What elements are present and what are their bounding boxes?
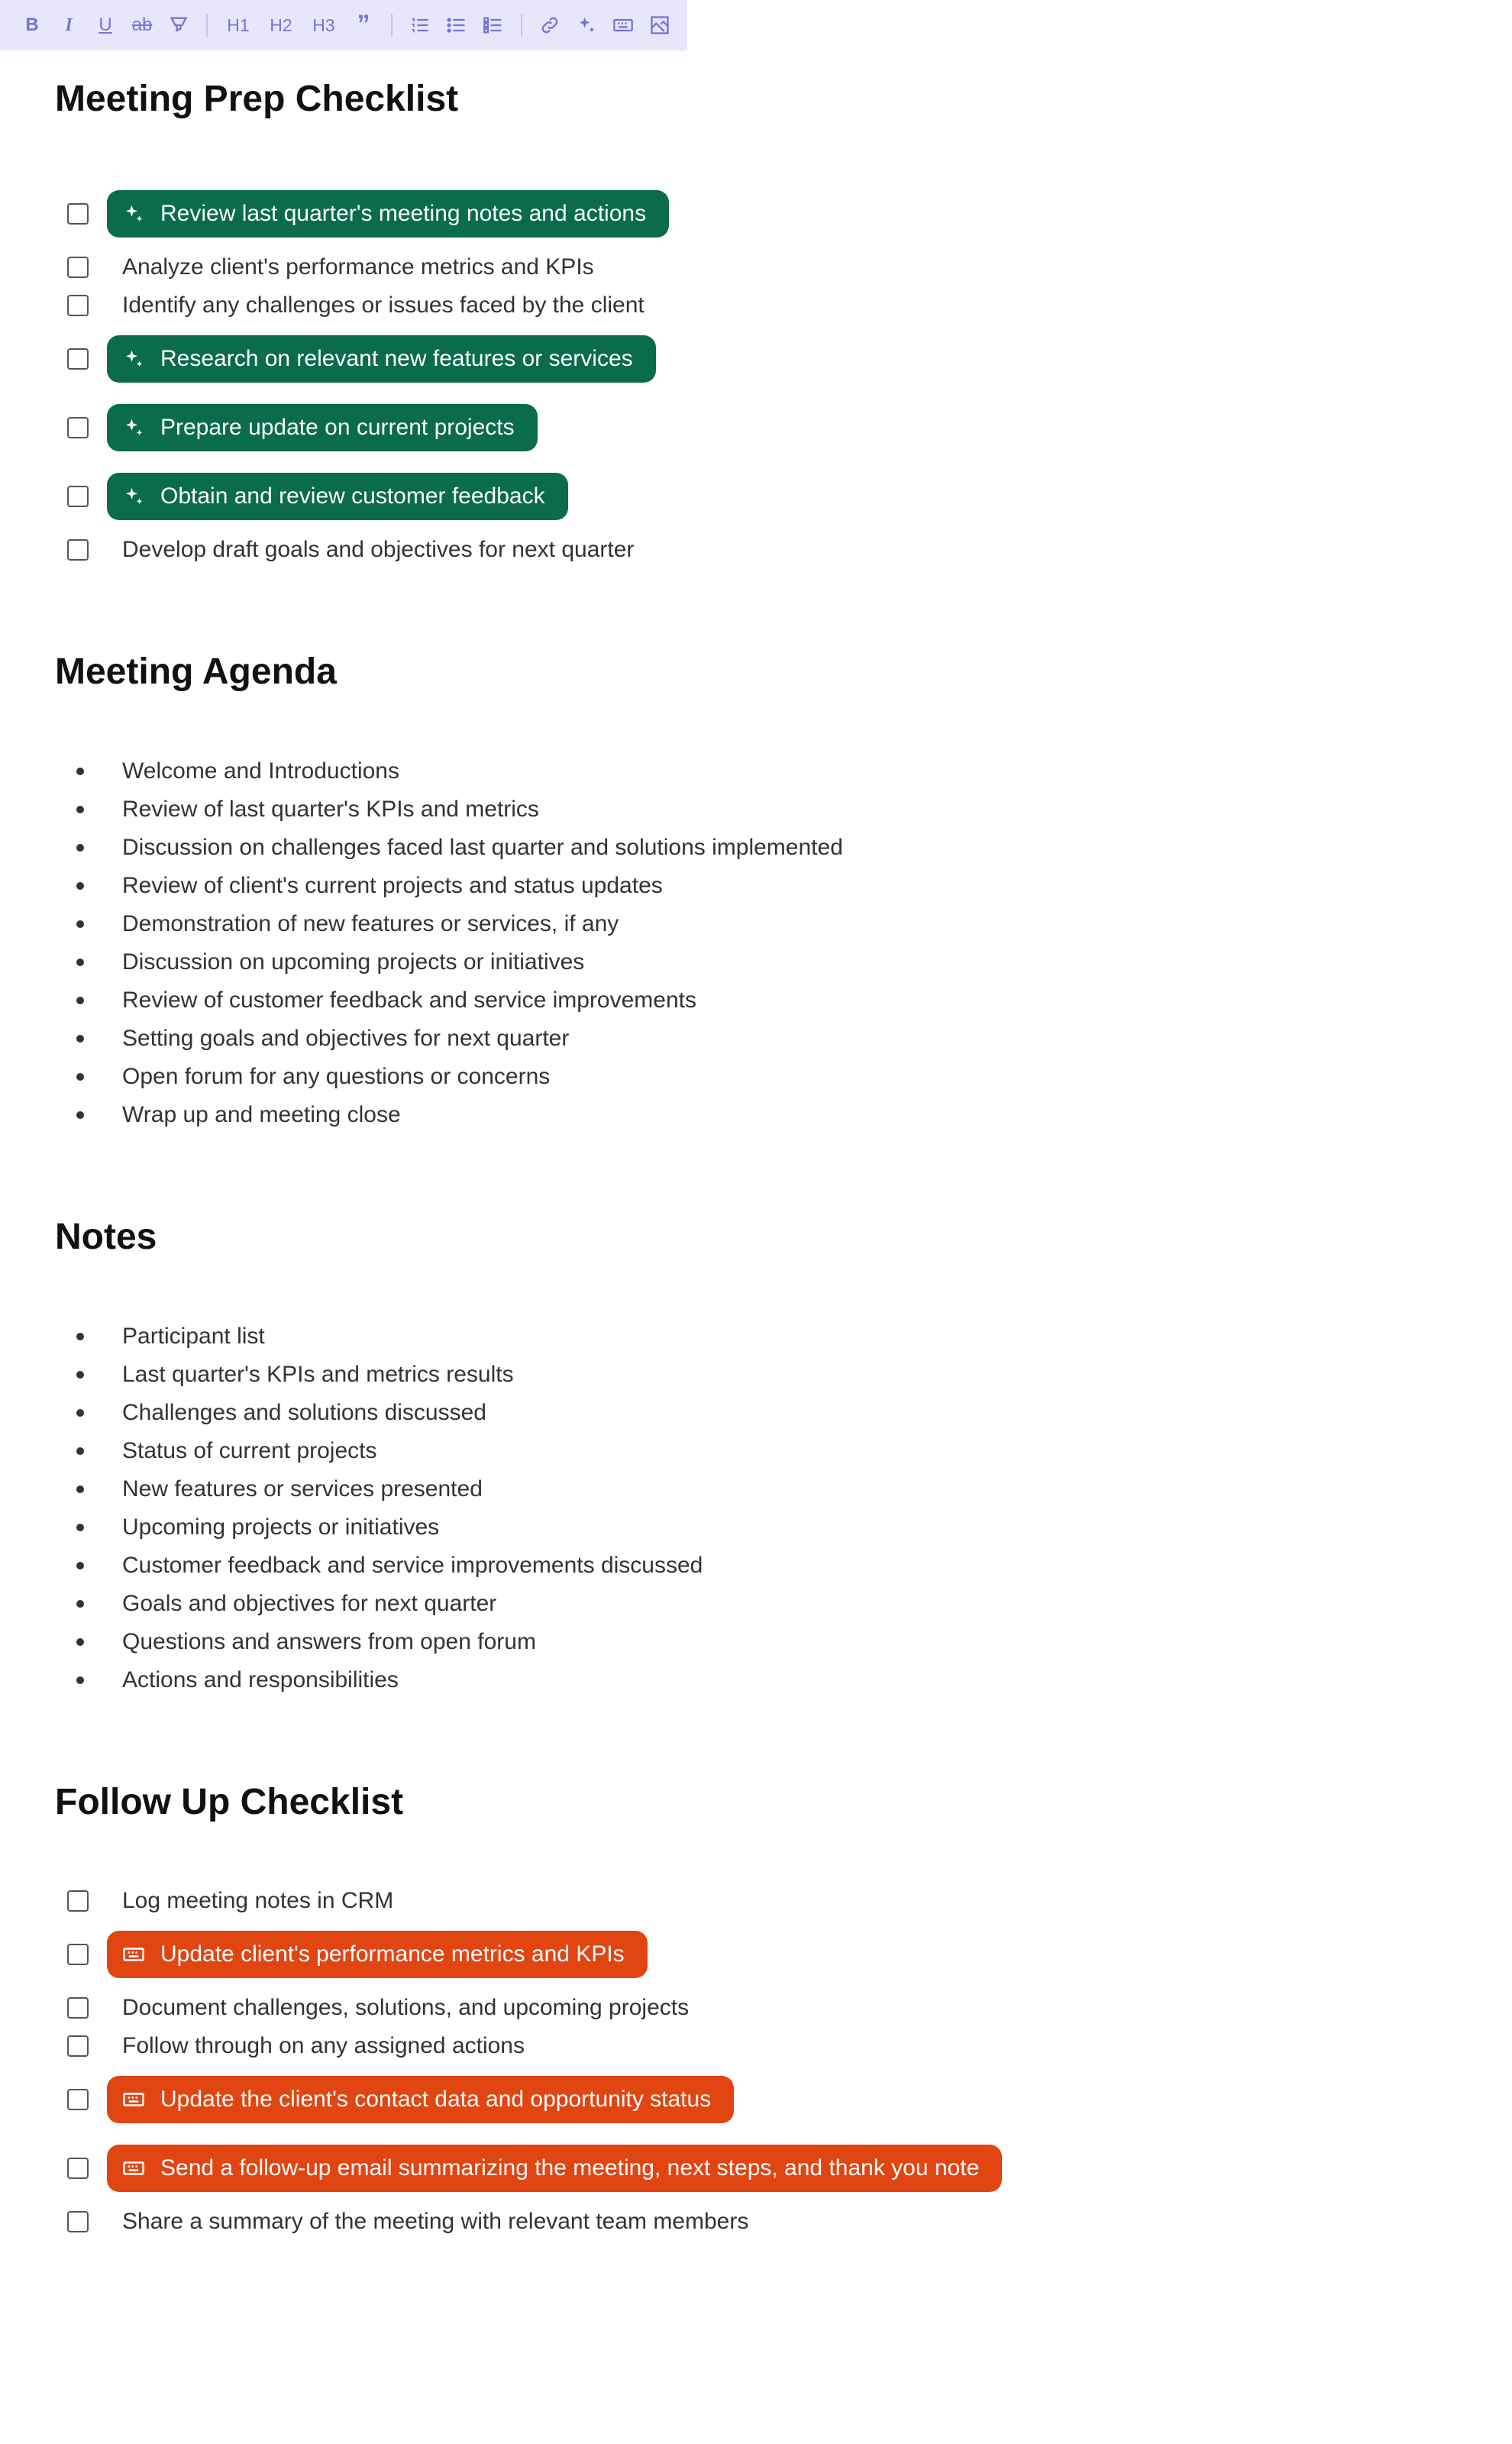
keyboard-icon bbox=[122, 1943, 145, 1966]
bullet-icon bbox=[76, 1524, 84, 1531]
sparkle-icon bbox=[122, 416, 145, 439]
list-item-label: Review of customer feedback and service improvements bbox=[122, 988, 696, 1013]
bold-button[interactable] bbox=[17, 10, 47, 40]
sparkle-icon bbox=[122, 485, 145, 508]
bullet-icon bbox=[76, 1638, 84, 1646]
action-button[interactable] bbox=[608, 10, 638, 40]
bullet-icon bbox=[76, 997, 84, 1004]
bullet-icon bbox=[76, 1485, 84, 1493]
ai-task-pill[interactable] bbox=[107, 335, 656, 383]
item-checkbox[interactable] bbox=[67, 257, 89, 278]
bullet-icon bbox=[76, 806, 84, 813]
heading2-button[interactable] bbox=[263, 10, 299, 40]
heading-follow-up: Follow Up Checklist bbox=[55, 1782, 404, 1822]
bold-label: B bbox=[25, 15, 39, 35]
bullet-icon bbox=[76, 959, 84, 966]
pill-label: Prepare update on current projects bbox=[160, 415, 515, 440]
bullet-icon bbox=[76, 882, 84, 890]
list-item-label: Participant list bbox=[122, 1324, 265, 1349]
item-label: Share a summary of the meeting with relevant team members bbox=[122, 2209, 749, 2234]
bullet-icon bbox=[76, 844, 84, 852]
list-item-label: Upcoming projects or initiatives bbox=[122, 1515, 440, 1540]
list-item-label: Setting goals and objectives for next quarter bbox=[122, 1026, 570, 1051]
list-item-label: Review of client's current projects and status updates bbox=[122, 873, 663, 898]
item-checkbox[interactable] bbox=[67, 2089, 89, 2110]
pill-label: Update client's performance metrics and KPIs bbox=[160, 1941, 625, 1967]
checklist-button[interactable] bbox=[478, 10, 509, 40]
action-task-pill[interactable] bbox=[107, 1931, 648, 1978]
list-item-label: Open forum for any questions or concerns bbox=[122, 1064, 551, 1089]
item-label: Document challenges, solutions, and upcoming projects bbox=[122, 1995, 690, 2020]
underline-button[interactable] bbox=[90, 10, 121, 40]
toolbar-divider bbox=[521, 14, 522, 37]
checklist-icon bbox=[483, 15, 504, 36]
item-label: Develop draft goals and objectives for next quarter bbox=[122, 537, 635, 562]
strikethrough-label: ab bbox=[131, 15, 153, 35]
ordered-list-button[interactable] bbox=[405, 10, 435, 40]
heading-notes: Notes bbox=[55, 1217, 157, 1257]
heading-meeting-agenda: Meeting Agenda bbox=[55, 651, 337, 692]
pill-label: Review last quarter's meeting notes and actions bbox=[160, 201, 647, 226]
list-item-label: Wrap up and meeting close bbox=[122, 1102, 401, 1127]
ordered-list-icon bbox=[409, 15, 431, 36]
bullet-icon bbox=[76, 1371, 84, 1379]
heading-meeting-prep: Meeting Prep Checklist bbox=[55, 79, 459, 119]
list-item-label: Welcome and Introductions bbox=[122, 758, 399, 784]
action-task-pill[interactable] bbox=[107, 2076, 734, 2123]
item-checkbox[interactable] bbox=[67, 1997, 89, 2019]
italic-label: I bbox=[65, 15, 73, 35]
quote-button[interactable] bbox=[348, 10, 379, 40]
underline-label: U bbox=[99, 15, 112, 35]
list-item-label: Actions and responsibilities bbox=[122, 1667, 399, 1692]
pill-label: Update the client's contact data and opportunity status bbox=[160, 2087, 712, 2112]
link-button[interactable] bbox=[535, 10, 565, 40]
list-item-label: Status of current projects bbox=[122, 1438, 377, 1463]
item-checkbox[interactable] bbox=[67, 348, 89, 370]
item-checkbox[interactable] bbox=[67, 1944, 89, 1965]
list-item-label: Review of last quarter's KPIs and metrics bbox=[122, 797, 539, 822]
item-checkbox[interactable] bbox=[67, 2035, 89, 2057]
list-item-label: New features or services presented bbox=[122, 1476, 483, 1502]
sparkle-icon bbox=[122, 202, 145, 225]
italic-button[interactable] bbox=[53, 10, 84, 40]
item-label: Follow through on any assigned actions bbox=[122, 2033, 525, 2058]
sparkle-icon bbox=[122, 348, 145, 370]
keyboard-icon bbox=[612, 15, 634, 36]
image-button[interactable] bbox=[645, 10, 675, 40]
pill-label: Research on relevant new features or services bbox=[160, 346, 633, 371]
toolbar-divider bbox=[391, 14, 393, 37]
bullet-icon bbox=[76, 1562, 84, 1570]
pill-label: Send a follow-up email summarizing the meeting, next steps, and thank you note bbox=[160, 2155, 980, 2181]
action-task-pill[interactable] bbox=[107, 2145, 1002, 2192]
list-item-label: Questions and answers from open forum bbox=[122, 1629, 536, 1654]
ai-task-pill[interactable] bbox=[107, 190, 669, 238]
bullet-icon bbox=[76, 920, 84, 928]
bullet-icon bbox=[76, 1600, 84, 1608]
highlight-button[interactable] bbox=[163, 10, 194, 40]
bullet-list-icon bbox=[446, 15, 467, 36]
heading3-label: H3 bbox=[312, 15, 335, 35]
item-checkbox[interactable] bbox=[67, 486, 89, 507]
item-label: Log meeting notes in CRM bbox=[122, 1888, 394, 1913]
sparkle-icon bbox=[576, 15, 597, 36]
item-checkbox[interactable] bbox=[67, 539, 89, 561]
list-item-label: Demonstration of new features or services, if any bbox=[122, 911, 619, 936]
strikethrough-button[interactable] bbox=[127, 10, 157, 40]
bullet-icon bbox=[76, 1447, 84, 1455]
item-label: Identify any challenges or issues faced by the client bbox=[122, 293, 645, 318]
bullet-icon bbox=[76, 1676, 84, 1684]
item-checkbox[interactable] bbox=[67, 1890, 89, 1912]
bullet-icon bbox=[76, 1111, 84, 1119]
heading1-button[interactable] bbox=[220, 10, 257, 40]
pill-label: Obtain and review customer feedback bbox=[160, 483, 545, 509]
list-item-label: Goals and objectives for next quarter bbox=[122, 1591, 497, 1616]
keyboard-icon bbox=[122, 2088, 145, 2111]
bullet-icon bbox=[76, 1035, 84, 1043]
item-checkbox[interactable] bbox=[67, 2158, 89, 2179]
toolbar-divider bbox=[206, 14, 208, 37]
item-checkbox[interactable] bbox=[67, 203, 89, 225]
highlighter-icon bbox=[168, 15, 189, 36]
formatting-toolbar bbox=[0, 0, 687, 50]
list-item-label: Last quarter's KPIs and metrics results bbox=[122, 1362, 514, 1387]
list-item-label: Discussion on upcoming projects or initiatives bbox=[122, 949, 585, 975]
image-icon bbox=[649, 15, 670, 36]
item-label: Analyze client's performance metrics and KPIs bbox=[122, 254, 594, 280]
list-item-label: Customer feedback and service improvements discussed bbox=[122, 1553, 703, 1578]
list-item-label: Discussion on challenges faced last quarter and solutions implemented bbox=[122, 835, 843, 860]
bullet-icon bbox=[76, 768, 84, 775]
ai-task-pill[interactable] bbox=[107, 473, 568, 520]
heading3-button[interactable] bbox=[305, 10, 342, 40]
bullet-list-button[interactable] bbox=[441, 10, 472, 40]
item-checkbox[interactable] bbox=[67, 417, 89, 438]
item-checkbox[interactable] bbox=[67, 2211, 89, 2232]
link-icon bbox=[539, 15, 561, 36]
keyboard-icon bbox=[122, 2157, 145, 2180]
ai-task-pill[interactable] bbox=[107, 404, 538, 451]
bullet-icon bbox=[76, 1409, 84, 1417]
bullet-icon bbox=[76, 1073, 84, 1081]
heading1-label: H1 bbox=[227, 15, 250, 35]
bullet-icon bbox=[76, 1333, 84, 1340]
list-item-label: Challenges and solutions discussed bbox=[122, 1400, 486, 1425]
quote-label: ” bbox=[357, 10, 370, 39]
item-checkbox[interactable] bbox=[67, 295, 89, 316]
ai-button[interactable] bbox=[571, 10, 602, 40]
heading2-label: H2 bbox=[270, 15, 292, 35]
